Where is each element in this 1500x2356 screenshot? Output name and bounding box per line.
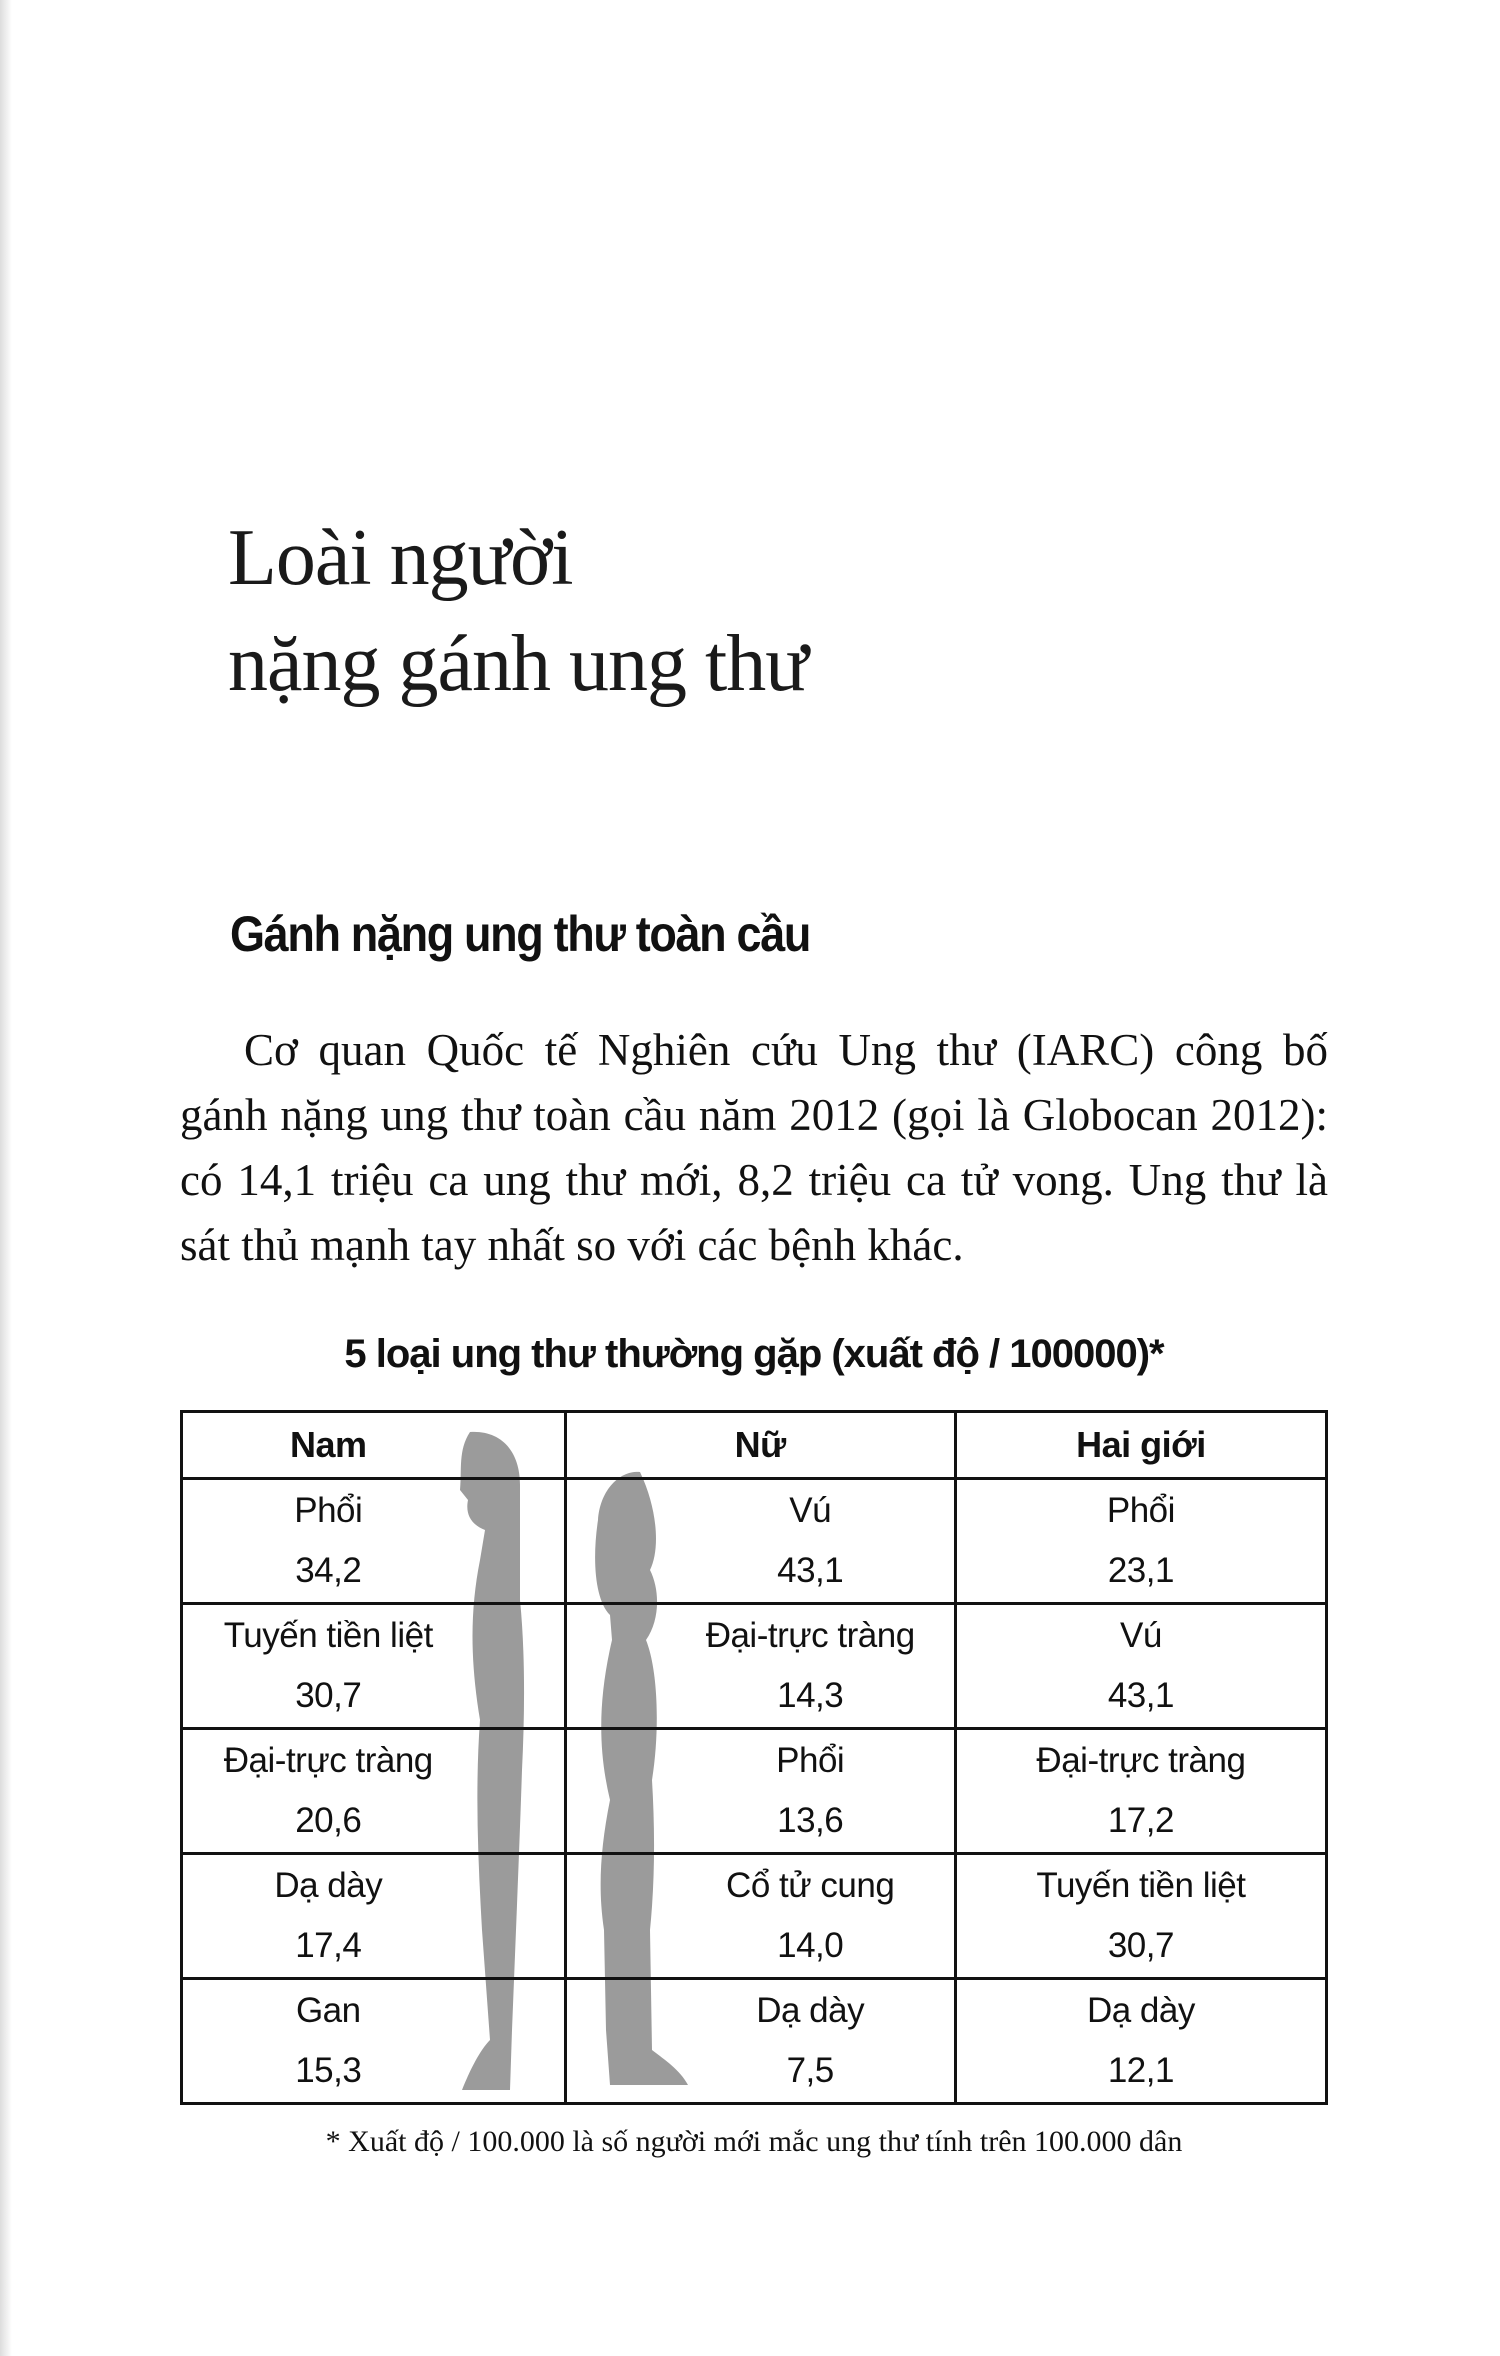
table-cell: Vú 43,1 — [955, 1604, 1326, 1729]
chapter-title-line-1: Loài người — [228, 514, 573, 602]
table-cell: Dạ dày 12,1 — [955, 1979, 1326, 2104]
table-title: 5 loại ung thư thường gặp (xuất độ / 100000)* — [344, 1332, 1164, 1376]
cancer-table — [180, 1410, 1328, 2105]
chapter-title-line-2: nặng gánh ung thư — [228, 620, 808, 708]
table-cell: Cổ tử cung 14,0 — [565, 1854, 955, 1979]
table-row — [182, 1729, 1327, 1854]
table-row — [182, 1979, 1327, 2104]
header-nu: Nữ — [565, 1412, 955, 1479]
table-footnote: * Xuất độ / 100.000 là số người mới mắc ung thư tính trên 100.000 dân — [325, 2125, 1183, 2158]
page-edge-shadow — [0, 0, 12, 2356]
table-header-row — [182, 1412, 1327, 1479]
table-cell: Đại-trực tràng 20,6 — [182, 1729, 566, 1854]
table-cell: Phổi 34,2 — [182, 1479, 566, 1604]
table-cell: Đại-trực tràng 17,2 — [955, 1729, 1326, 1854]
body-paragraph: Cơ quan Quốc tế Nghiên cứu Ung thư (IARC) công bố gánh nặng ung thư toàn cầu năm 2012 (gọi là Globocan 2012): có 14,1 triệu ca ung thư mới, 8,2 triệu ca tử vong. Ung thư là sát thủ mạnh tay nhất so với các bệnh khác. — [180, 1025, 1328, 1270]
table-row — [182, 1854, 1327, 1979]
section-heading: Gánh nặng ung thư toàn cầu — [230, 906, 810, 962]
table-cell: Phổi 23,1 — [955, 1479, 1326, 1604]
header-nam: Nam — [182, 1412, 566, 1479]
table-cell: Tuyến tiền liệt 30,7 — [182, 1604, 566, 1729]
table-row — [182, 1479, 1327, 1604]
table-cell: Tuyến tiền liệt 30,7 — [955, 1854, 1326, 1979]
table-cell: Gan 15,3 — [182, 1979, 566, 2104]
table-cell: Dạ dày 17,4 — [182, 1854, 566, 1979]
table-cell: Đại-trực tràng 14,3 — [565, 1604, 955, 1729]
chapter-title — [228, 505, 808, 717]
table-cell: Vú 43,1 — [565, 1479, 955, 1604]
header-hai-gioi: Hai giới — [955, 1412, 1326, 1479]
table-cell: Phổi 13,6 — [565, 1729, 955, 1854]
table-row — [182, 1604, 1327, 1729]
table-cell: Dạ dày 7,5 — [565, 1979, 955, 2104]
cancer-table-container — [180, 1410, 1328, 2097]
